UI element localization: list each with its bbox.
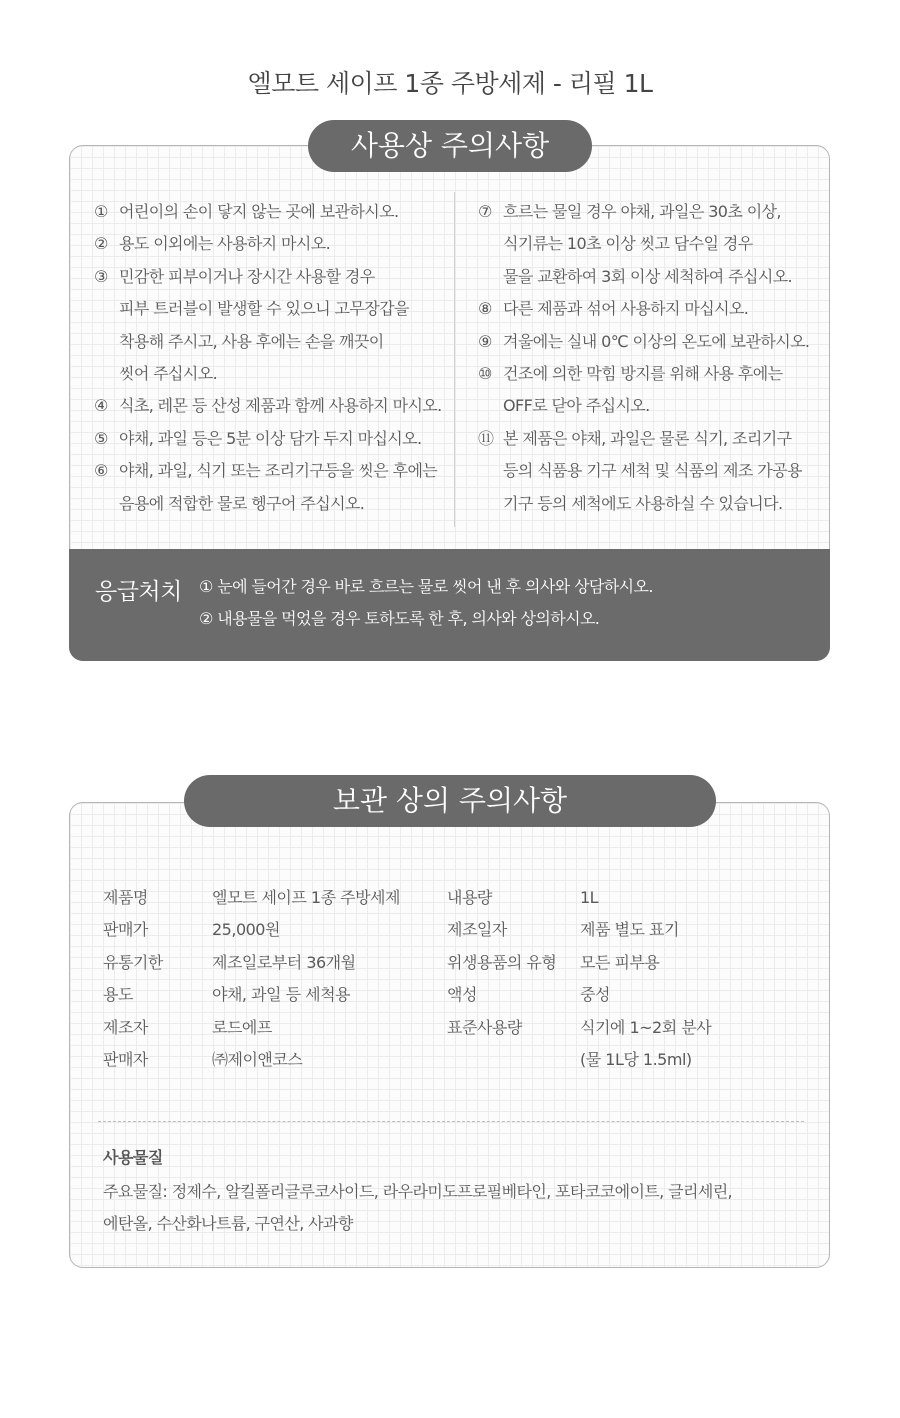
caution-item-number: ⑪ — [478, 428, 494, 448]
caution-item-line: 겨울에는 실내 0℃ 이상의 온도에 보관하시오. — [503, 331, 810, 351]
materials-text — [103, 1176, 803, 1240]
caution-item-text — [503, 358, 782, 423]
caution-item-number: ⑤ — [94, 428, 108, 448]
spec-value: (물 1L당 1.5ml) — [580, 1049, 692, 1069]
spec-label: 제품명 — [103, 888, 148, 907]
caution-item-line: 야채, 과일, 식기 또는 조리기구등을 씻은 후에는 — [119, 461, 438, 481]
spec-value: 제품 별도 표기 — [580, 920, 679, 940]
spec-value: 엘모트 세이프 1종 주방세제 — [212, 888, 400, 907]
caution-item-line: 용도 이외에는 사용하지 마시오. — [119, 234, 331, 254]
caution-item — [94, 390, 450, 422]
caution-item-line: 어린이의 손이 닿지 않는 곳에 보관하시오. — [119, 202, 399, 221]
emergency-line: ② 내용물을 먹었을 경우 토하도록 한 후, 의사와 상의하시오. — [199, 609, 600, 628]
emergency-line: ① 눈에 들어간 경우 바로 흐르는 물로 씻어 낸 후 의사와 상담하시오. — [199, 577, 653, 596]
caution-item — [94, 261, 450, 391]
spec-label: 제조자 — [103, 1017, 148, 1037]
caution-item — [478, 196, 828, 293]
materials-title: 사용물질 — [103, 1148, 163, 1167]
caution-item-line: 물을 교환하여 3회 이상 세척하여 주십시오. — [503, 266, 793, 286]
emergency-section — [69, 549, 830, 661]
spec-value: 식기에 1~2회 분사 — [580, 1017, 712, 1037]
spec-value: ㈜제이앤코스 — [212, 1049, 303, 1069]
caution-item — [94, 455, 450, 520]
spec-label — [447, 1044, 556, 1076]
caution-item-number: ③ — [94, 266, 108, 286]
column-divider — [454, 192, 455, 527]
caution-item-number: ⑨ — [478, 331, 492, 351]
spec-labels-right — [447, 882, 556, 1076]
caution-item — [94, 196, 450, 228]
caution-item-number: ⑦ — [478, 202, 492, 221]
spec-value: 제조일로부터 36개월 — [212, 952, 356, 972]
caution-list-left — [94, 196, 450, 520]
caution-item-text — [119, 390, 442, 422]
emergency-title: 응급처치 — [95, 579, 182, 605]
caution-item-line: 씻어 주십시오. — [119, 364, 218, 384]
caution-item-text — [119, 423, 422, 455]
caution-item — [94, 423, 450, 455]
caution-item-text — [503, 423, 802, 520]
caution-list-right — [478, 196, 828, 520]
storage-caution-heading: 보관 상의 주의사항 — [184, 775, 716, 827]
caution-item-text — [503, 326, 809, 358]
materials-line: 주요물질: 정제수, 알킬폴리글루코사이드, 라우라미도프로필베타인, 포타코코에이트, 글리세린, — [103, 1182, 733, 1201]
spec-labels-left — [103, 882, 163, 1076]
caution-item-number: ② — [94, 234, 108, 254]
spec-label: 판매가 — [103, 920, 148, 940]
caution-item-line: 민감한 피부이거나 장시간 사용할 경우 — [119, 266, 375, 286]
caution-item-text — [503, 196, 792, 293]
caution-item-line: OFF로 닫아 주십시오. — [503, 396, 650, 416]
spec-value: 모든 피부용 — [580, 952, 660, 972]
caution-item-line: 착용해 주시고, 사용 후에는 손을 깨끗이 — [119, 331, 384, 351]
caution-item-number: ④ — [94, 396, 108, 416]
caution-item — [478, 358, 828, 423]
caution-item-line: 본 제품은 야채, 과일은 물론 식기, 조리기구 — [503, 428, 792, 448]
caution-item-line: 피부 트러블이 발생할 수 있으니 고무장갑을 — [119, 299, 409, 319]
caution-item-number: ⑧ — [478, 299, 492, 319]
caution-item-line: 기구 등의 세척에도 사용하실 수 있습니다. — [503, 493, 783, 513]
caution-item-text — [119, 261, 409, 391]
spec-value: 야채, 과일 등 세척용 — [212, 985, 350, 1005]
spec-label: 내용량 — [447, 888, 492, 907]
spec-label: 판매자 — [103, 1049, 148, 1069]
product-title: 엘모트 세이프 1종 주방세제 - 리필 1L — [247, 69, 653, 98]
emergency-instructions — [199, 571, 653, 635]
dashed-divider — [98, 1121, 804, 1122]
caution-item — [478, 293, 828, 325]
caution-item — [94, 228, 450, 260]
caution-item-number: ⑥ — [94, 461, 108, 481]
spec-label: 위생용품의 유형 — [447, 952, 557, 972]
spec-values-right — [580, 882, 711, 1076]
materials-line: 에탄올, 수산화나트륨, 구연산, 사과향 — [103, 1214, 353, 1233]
caution-item-text — [119, 228, 330, 260]
caution-item-line: 건조에 의한 막힘 방지를 위해 사용 후에는 — [503, 364, 783, 384]
caution-item-line: 등의 식품용 기구 세척 및 식품의 제조 가공용 — [503, 461, 802, 481]
caution-item-text — [119, 196, 398, 228]
spec-label: 표준사용량 — [447, 1017, 522, 1037]
caution-item — [478, 423, 828, 520]
caution-item-line: 식기류는 10초 이상 씻고 담수일 경우 — [503, 234, 753, 254]
caution-item-line: 음용에 적합한 물로 헹구어 주십시오. — [119, 493, 365, 513]
caution-item-line: 야채, 과일 등은 5분 이상 담가 두지 마십시오. — [119, 428, 422, 448]
spec-value: 1L — [580, 888, 599, 907]
caution-item-line: 식초, 레몬 등 산성 제품과 함께 사용하지 마시오. — [119, 396, 442, 416]
spec-value: 로드에프 — [212, 1017, 272, 1037]
spec-label: 용도 — [103, 985, 133, 1005]
caution-item-number: ① — [94, 202, 108, 221]
caution-item-line: 흐르는 물일 경우 야채, 과일은 30초 이상, — [503, 202, 781, 221]
caution-item — [478, 326, 828, 358]
spec-label: 액성 — [447, 985, 477, 1005]
caution-item-text — [503, 293, 748, 325]
spec-label: 유통기한 — [103, 952, 163, 972]
spec-values-left — [212, 882, 400, 1076]
usage-caution-heading: 사용상 주의사항 — [308, 120, 592, 172]
caution-item-number: ⑩ — [478, 364, 492, 384]
spec-label: 제조일자 — [447, 920, 507, 940]
spec-value: 25,000원 — [212, 920, 280, 940]
caution-item-text — [119, 455, 437, 520]
caution-item-line: 다른 제품과 섞어 사용하지 마십시오. — [503, 299, 749, 319]
spec-value: 중성 — [580, 985, 610, 1005]
